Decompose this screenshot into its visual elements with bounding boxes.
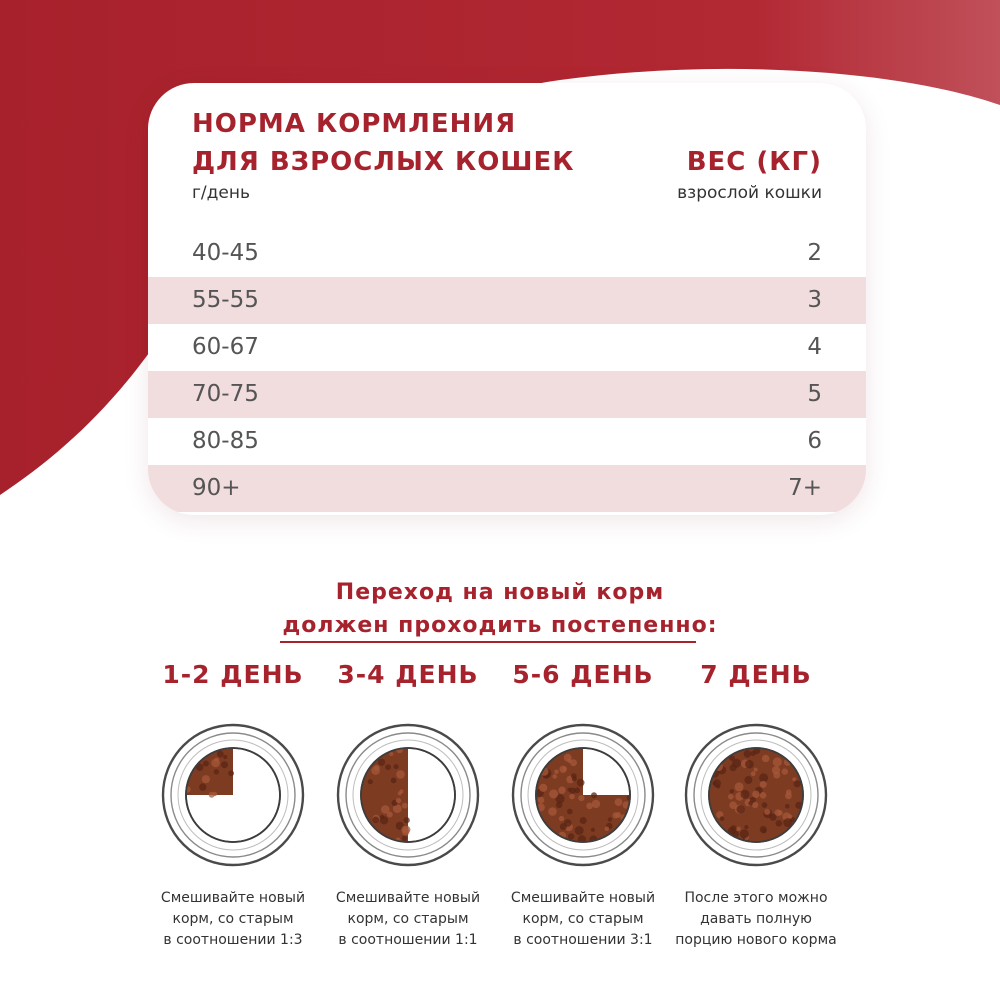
table-row bbox=[148, 418, 866, 465]
weight-cell: 6 bbox=[807, 428, 822, 454]
food-bowl-icon bbox=[160, 722, 306, 868]
weight-cell: 3 bbox=[807, 287, 822, 313]
feeding-table-card bbox=[148, 83, 866, 515]
stage-day-label: 7 ДЕНЬ bbox=[700, 660, 812, 689]
table-row bbox=[148, 324, 866, 371]
transition-heading-line1: Переход на новый корм bbox=[335, 580, 665, 605]
stage-description: Смешивайте новый корм, со старым в соотношении 1:3 bbox=[160, 890, 306, 948]
table-row bbox=[148, 465, 866, 512]
weight-column-subtitle: взрослой кошки bbox=[677, 183, 822, 203]
weight-column-title: ВЕС (КГ) bbox=[686, 147, 822, 177]
food-bowl-icon bbox=[510, 722, 656, 868]
stage-day-3-4 bbox=[308, 660, 508, 948]
heading-underline bbox=[280, 641, 696, 643]
weight-cell: 5 bbox=[807, 381, 822, 407]
table-title-line2: ДЛЯ ВЗРОСЛЫХ КОШЕК bbox=[192, 147, 575, 177]
stage-description: После этого можно давать полную порцию нового корма bbox=[675, 890, 837, 948]
table-row bbox=[148, 230, 866, 277]
grams-cell: 40-45 bbox=[192, 240, 259, 266]
weight-cell: 7+ bbox=[788, 475, 822, 501]
weight-cell: 4 bbox=[807, 334, 822, 360]
weight-cell: 2 bbox=[807, 240, 822, 266]
stage-day-1-2 bbox=[133, 660, 333, 948]
grams-cell: 90+ bbox=[192, 475, 241, 501]
stage-description: Смешивайте новый корм, со старым в соотношении 3:1 bbox=[510, 890, 656, 948]
grams-cell: 70-75 bbox=[192, 381, 259, 407]
grams-cell: 55-55 bbox=[192, 287, 259, 313]
food-bowl-icon bbox=[335, 722, 481, 868]
stage-day-label: 5-6 ДЕНЬ bbox=[512, 660, 654, 689]
grams-cell: 60-67 bbox=[192, 334, 259, 360]
grams-cell: 80-85 bbox=[192, 428, 259, 454]
stage-day-5-6 bbox=[483, 660, 683, 948]
transition-heading-line2: должен проходить постепенно: bbox=[282, 613, 718, 638]
table-title-line1: НОРМА КОРМЛЕНИЯ bbox=[192, 109, 517, 139]
food-bowl-icon bbox=[683, 722, 829, 868]
stage-day-7 bbox=[656, 660, 856, 948]
table-row bbox=[148, 277, 866, 324]
grams-column-subtitle: г/день bbox=[192, 183, 251, 203]
stage-description: Смешивайте новый корм, со старым в соотношении 1:1 bbox=[335, 890, 481, 948]
stage-day-label: 3-4 ДЕНЬ bbox=[337, 660, 479, 689]
table-row bbox=[148, 371, 866, 418]
stage-day-label: 1-2 ДЕНЬ bbox=[162, 660, 304, 689]
